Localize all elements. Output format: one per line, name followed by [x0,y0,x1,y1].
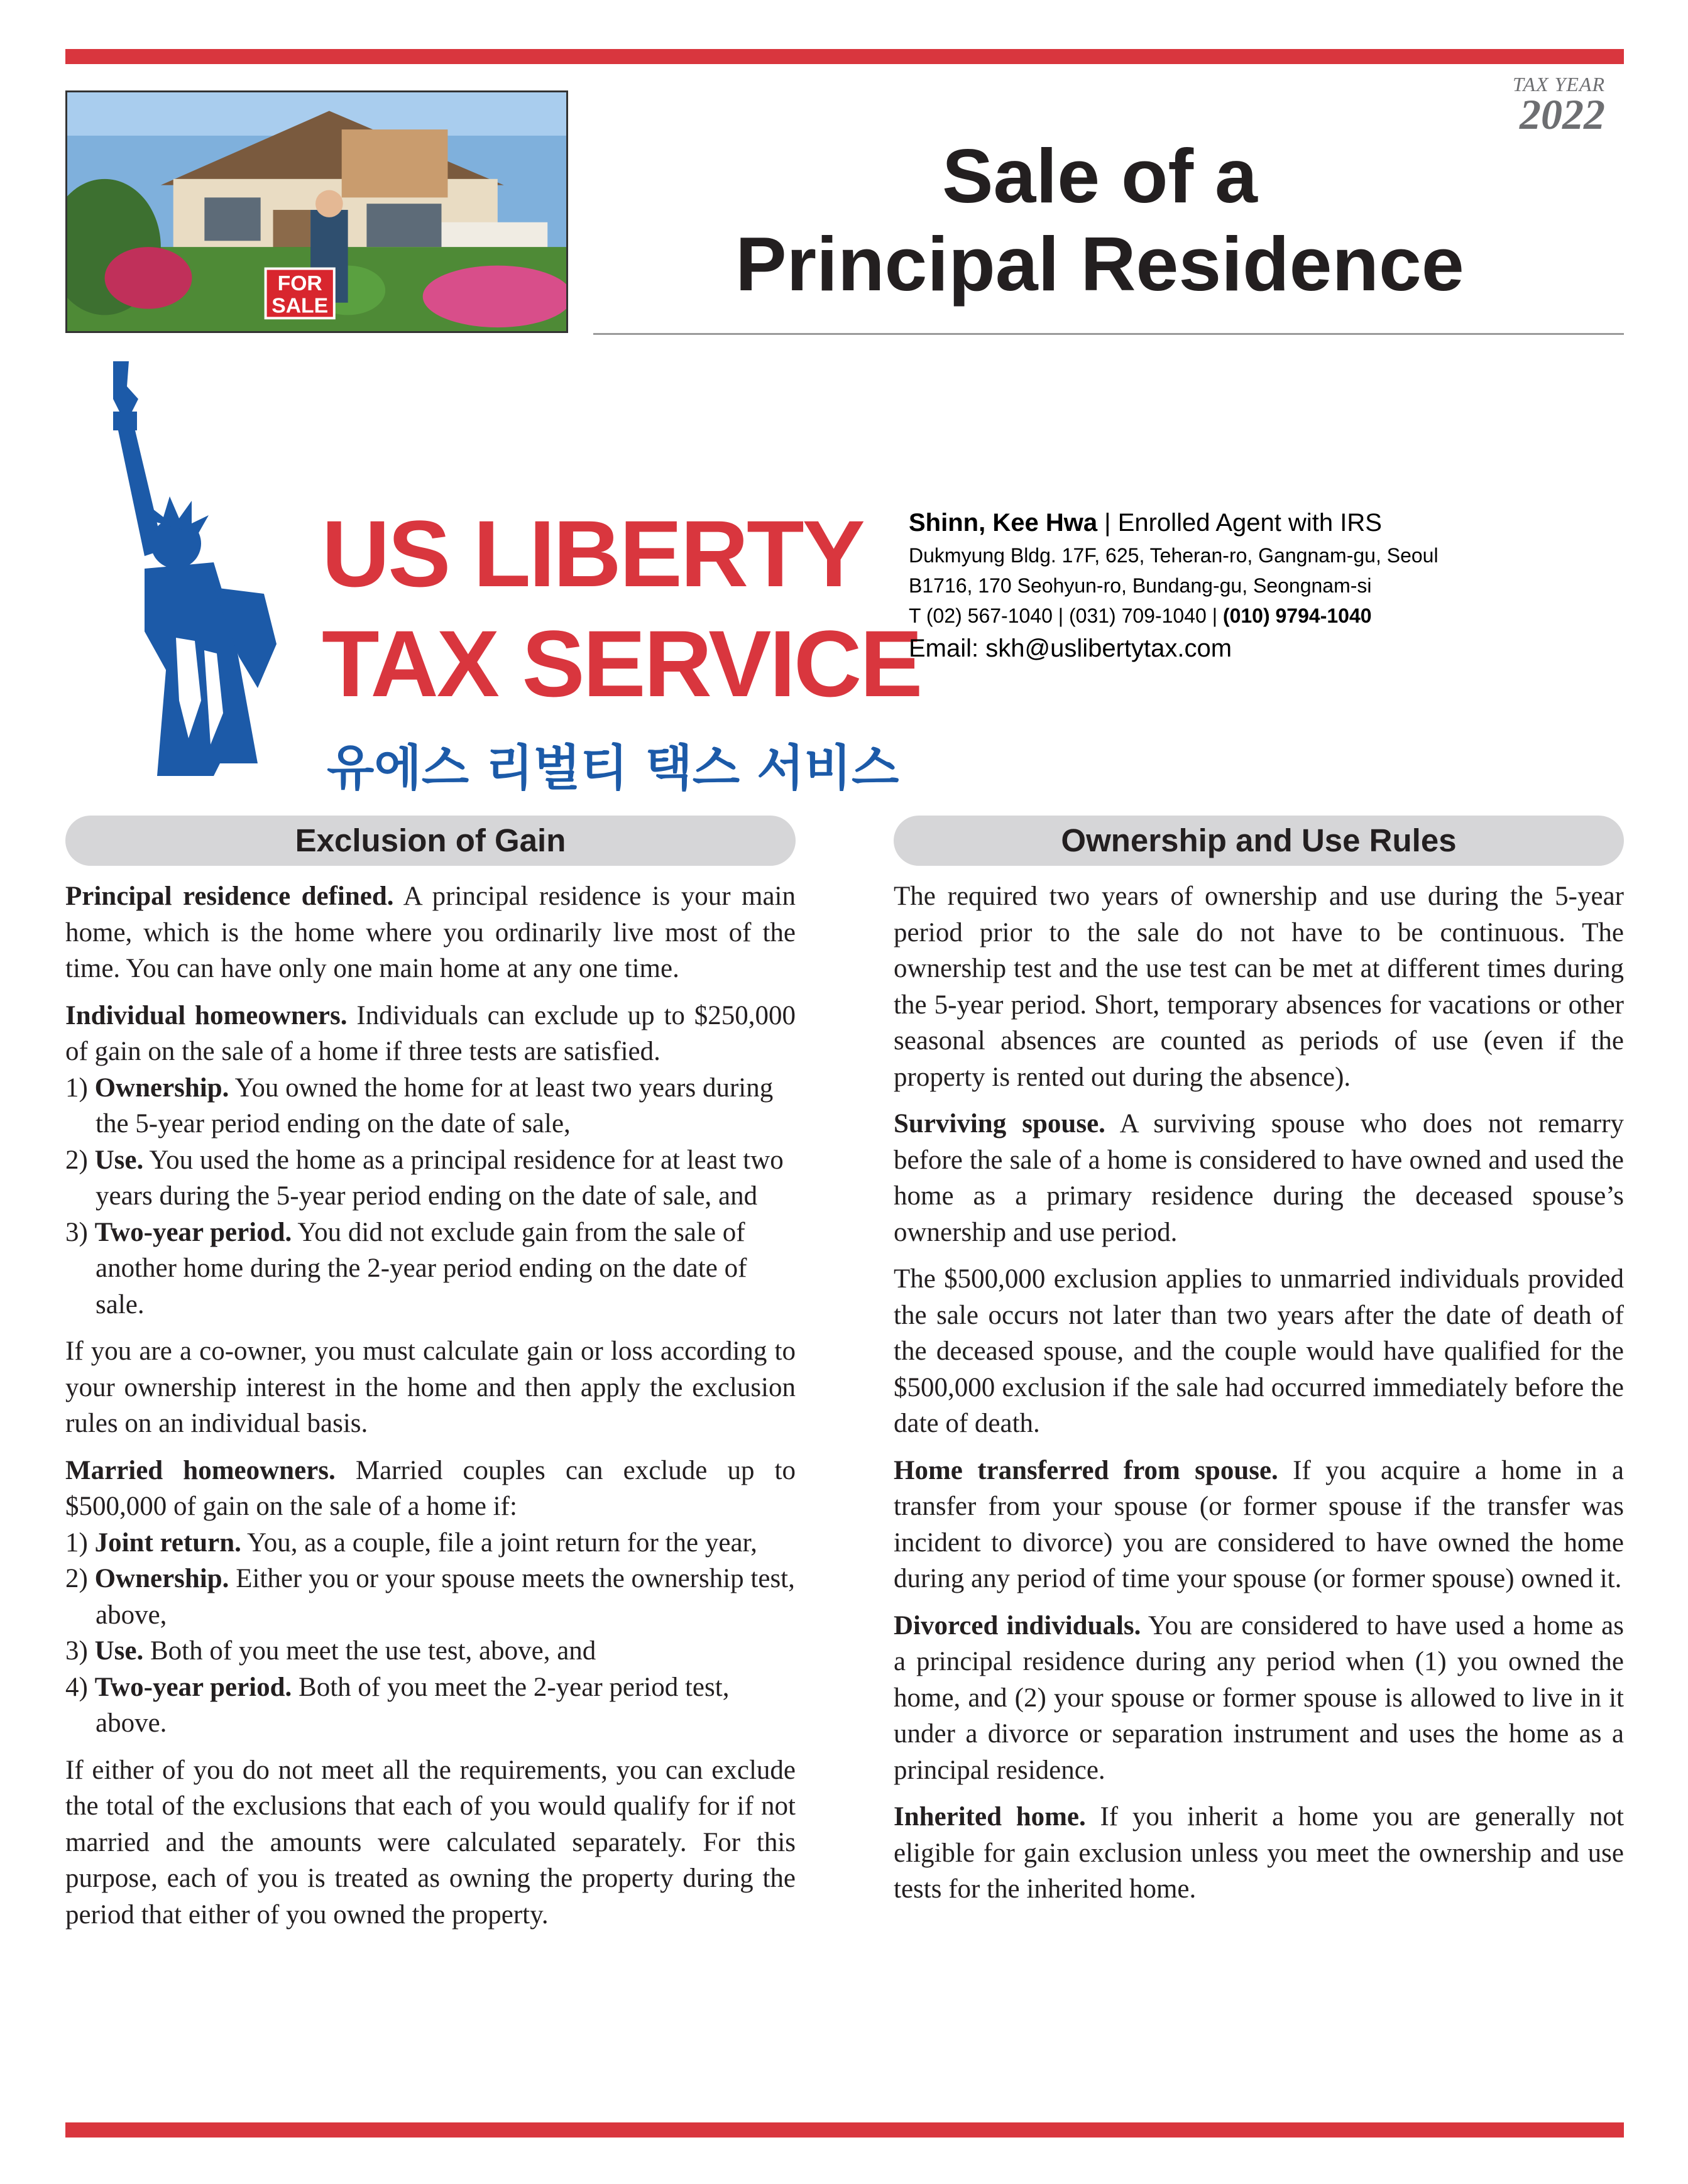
contact-email: Email: skh@uslibertytax.com [909,635,1232,662]
paragraph-text: Married couples can exclude up to $500,000 of gain on the sale of a home if: [65,1455,796,1521]
list-item [65,1633,796,1669]
list-text: You did not exclude gain from the sale of another home during the 2-year period ending on the date of sale. [96,1217,747,1319]
paragraph: The required two years of ownership and use during the 5-year period prior to the sale do not have to be continuous. The ownership test and the use test can be met at different times during the 5-year period. Short, temporary absences for vacations or other seasonal absences are counted as periods of use (even if the property is rented out during the absence). [894,882,1624,1092]
paragraph [894,1799,1624,1908]
section-header-ownership-and-use: Ownership and Use Rules [894,816,1624,866]
house-for-sale-photo [65,90,568,333]
list-item [65,1215,796,1323]
paragraph-lead: Surviving spouse. [894,1109,1105,1138]
top-red-rule [65,49,1624,64]
paragraph-lead: Individual homeowners. [65,1000,348,1030]
page-title-line1: Sale of a [942,133,1258,219]
logo-line1: US LIBERTY [322,501,863,606]
section-header-exclusion-of-gain: Exclusion of Gain [65,816,796,866]
contact-block [909,509,1439,670]
paragraph [894,1106,1624,1250]
list-text: Both of you meet the use test, above, and [143,1636,596,1666]
paragraph-text: Individuals can exclude up to $250,000 of gain on the sale of a home if three tests are satisfied. [65,1000,796,1066]
paragraph-lead: Divorced individuals. [894,1610,1141,1641]
list-text: You, as a couple, file a joint return for the year, [241,1527,757,1558]
contact-role: Enrolled Agent with IRS [1117,509,1382,537]
paragraph-lead: Inherited home. [894,1802,1086,1832]
paragraph-lead: Married homeowners. [65,1455,336,1485]
list-lead: Ownership. [94,1564,229,1593]
right-column [894,878,1624,1918]
paragraph: If either of you do not meet all the requirements, you can exclude the total of the exclusions that each of you would qualify for if not married and the amounts were calculated separately. For this purpose, each of you is treated as owning the property during the period that either of you owned the property. [65,1755,796,1930]
list-lead: Ownership. [94,1073,229,1103]
paragraph [894,1453,1624,1597]
list-item [65,1561,796,1633]
page-title [603,132,1596,308]
list-number: 1) [65,1527,95,1558]
contact-name: Shinn, Kee Hwa [909,509,1098,537]
list-lead: Joint return. [94,1527,241,1558]
contact-address2: B1716, 170 Seohyun-ro, Bundang-gu, Seongnam-si [909,574,1372,597]
contact-address1: Dukmyung Bldg. 17F, 625, Teheran-ro, Gangnam-gu, Seoul [909,544,1439,567]
married-test-list [65,1525,796,1742]
list-item [65,1070,796,1142]
paragraph-text: A principal residence is your main home, which is the home where you ordinarily live most of the time. You can have only one main home at any one time. [65,882,796,983]
paragraph [65,1453,796,1525]
list-text: Both of you meet the 2-year period test, above. [96,1672,730,1738]
contact-mobile: (010) 9794-1040 [1222,604,1372,627]
sign-text-line2: SALE [271,294,329,318]
list-number: 4) [65,1672,95,1702]
test-list [65,1070,796,1323]
page-title-line2: Principal Residence [735,221,1464,307]
title-divider [593,333,1624,335]
list-lead: Use. [94,1145,144,1175]
paragraph-text: You are considered to have used a home as a principal residence during any period when (1) you owned the home, and (2) your spouse or former spouse is allowed to live in it under a divorce or separation instrument and uses the home as a principal residence. [894,1610,1624,1785]
list-lead: Two-year period. [94,1217,292,1247]
list-number: 1) [65,1073,95,1103]
paragraph [894,1608,1624,1789]
paragraph: If you are a co-owner, you must calculate gain or loss according to your ownership interest in the home and then apply the exclusion rules on an individual basis. [65,1336,796,1438]
paragraph [65,878,796,987]
us-liberty-tax-logo [69,361,921,797]
list-number: 2) [65,1564,95,1593]
paragraph-text: A surviving spouse who does not remarry before the sale of a home is considered to have owned and used the home as a primary residence during the deceased spouse’s ownership and use period. [894,1109,1625,1247]
list-lead: Two-year period. [94,1672,292,1702]
list-number: 2) [65,1145,95,1175]
list-item [65,1525,796,1561]
paragraph: The $500,000 exclusion applies to unmarried individuals provided the sale occurs not later than two years after the date of death of the deceased spouse, and the couple would have qualified for the $500,000 exclusion if the sale had occurred immediately before the date of death. [894,1264,1624,1438]
paragraph-text: If you acquire a home in a transfer from your spouse (or former spouse if the transfer was incident to divorce) you are considered to have owned the home during any period of time your spouse (or former spouse) owned it. [894,1455,1624,1593]
tax-year-label: TAX YEAR [1513,73,1605,96]
left-column [65,878,796,1943]
list-number: 3) [65,1636,95,1666]
contact-separator: | [1097,509,1118,537]
contact-phones-line [909,604,1439,635]
list-text: You owned the home for at least two years during the 5-year period ending on the date of sale, [96,1073,774,1138]
logo-korean: 유에스 리벌티 택스 서비스 [327,740,899,797]
contact-name-line [909,509,1439,544]
list-lead: Use. [94,1636,144,1666]
tax-year-value: 2022 [1520,90,1605,138]
paragraph-text: If you inherit a home you are generally not eligible for gain exclusion unless you meet the ownership and use tests for the inherited home. [894,1802,1624,1904]
logo-line2: TAX SERVICE [322,611,921,716]
list-item [65,1142,796,1215]
contact-phones: T (02) 567-1040 | (031) 709-1040 | [909,604,1223,627]
paragraph-lead: Home transferred from spouse. [894,1455,1278,1485]
list-text: Either you or your spouse meets the ownership test, above, [96,1564,795,1630]
list-number: 3) [65,1217,95,1247]
list-item [65,1669,796,1742]
list-text: You used the home as a principal residence for at least two years during the 5-year period ending on the date of sale, and [96,1145,784,1211]
bottom-red-rule [65,2122,1624,2138]
sign-text-line1: FOR [277,272,322,295]
paragraph [65,998,796,1070]
paragraph-lead: Principal residence defined. [65,882,394,911]
